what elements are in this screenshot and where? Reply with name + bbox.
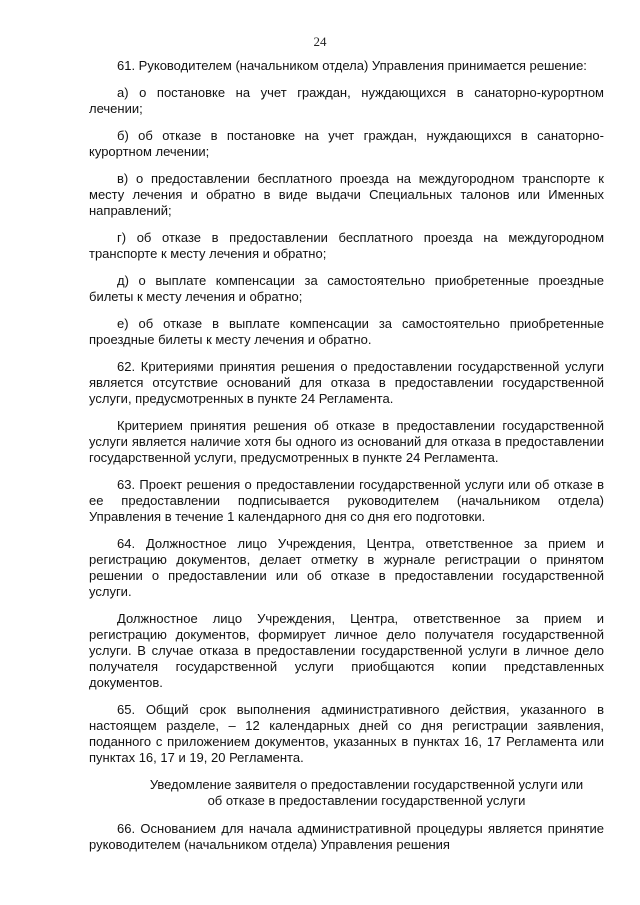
document-body: [89, 58, 604, 864]
paragraph-64-personal-file: Должностное лицо Учреждения, Центра, ответственное за прием и регистрацию документов, формирует личное дело получателя государственной услуги. В случае отказа в предоставлении государственной услуги в личное дело получателя государственной услуги приобщаются копии представленных документов.: [89, 611, 604, 690]
section-heading-line-1: Уведомление заявителя о предоставлении государственной услуги или: [149, 777, 584, 792]
paragraph-63: 63. Проект решения о предоставлении государственной услуги или об отказе в ее предоставлении подписывается руководителем (начальником отдела) Управления в течение 1 календарного дня со дня его подготовки.: [89, 477, 604, 524]
paragraph-61: 61. Руководителем (начальником отдела) Управления принимается решение:: [117, 58, 587, 73]
paragraph-64: 64. Должностное лицо Учреждения, Центра, ответственное за прием и регистрацию документов, делает отметку в журнале регистрации о принятом решении о предоставлении или об отказе в предоставлении государственной услуги.: [89, 536, 604, 599]
paragraph-61-b: б) об отказе в постановке на учет граждан, нуждающихся в санаторно-курортном лечении;: [89, 128, 604, 159]
paragraph-61-d: д) о выплате компенсации за самостоятельно приобретенные проездные билеты к месту лечения и обратно;: [89, 273, 604, 304]
paragraph-61-e: е) об отказе в выплате компенсации за самостоятельно приобретенные проездные билеты к месту лечения и обратно.: [89, 316, 604, 347]
paragraph-65: 65. Общий срок выполнения административного действия, указанного в настоящем разделе, – 12 календарных дней со дня регистрации заявления, поданного с приложением документов, указанных в пунктах 16, 17 Регламента или пунктах 16, 17 и 19, 20 Регламента.: [89, 702, 604, 765]
paragraph-61-g: г) об отказе в предоставлении бесплатного проезда на междугородном транспорте к месту лечения и обратно;: [89, 230, 604, 261]
paragraph-61-v: в) о предоставлении бесплатного проезда на междугородном транспорте к месту лечения и обратно в виде выдачи Специальных талонов или Именных направлений;: [89, 171, 604, 218]
paragraph-61-a: а) о постановке на учет граждан, нуждающихся в санаторно-курортном лечении;: [89, 85, 604, 116]
section-heading: [89, 777, 604, 809]
paragraph-62-criterion: Критерием принятия решения об отказе в предоставлении государственной услуги является наличие хотя бы одного из оснований для отказа в предоставлении государственной услуги, предусмотренных в пункте 24 Регламента.: [89, 418, 604, 465]
section-heading-line-2: об отказе в предоставлении государственной услуги: [207, 793, 526, 808]
page-number: 24: [313, 34, 327, 49]
paragraph-62: 62. Критериями принятия решения о предоставлении государственной услуги является отсутствие оснований для отказа в предоставлении государственной услуги, предусмотренных в пункте 24 Регламента.: [89, 359, 604, 406]
paragraph-66: 66. Основанием для начала административной процедуры является принятие руководителем (начальником отдела) Управления решения: [89, 821, 604, 852]
